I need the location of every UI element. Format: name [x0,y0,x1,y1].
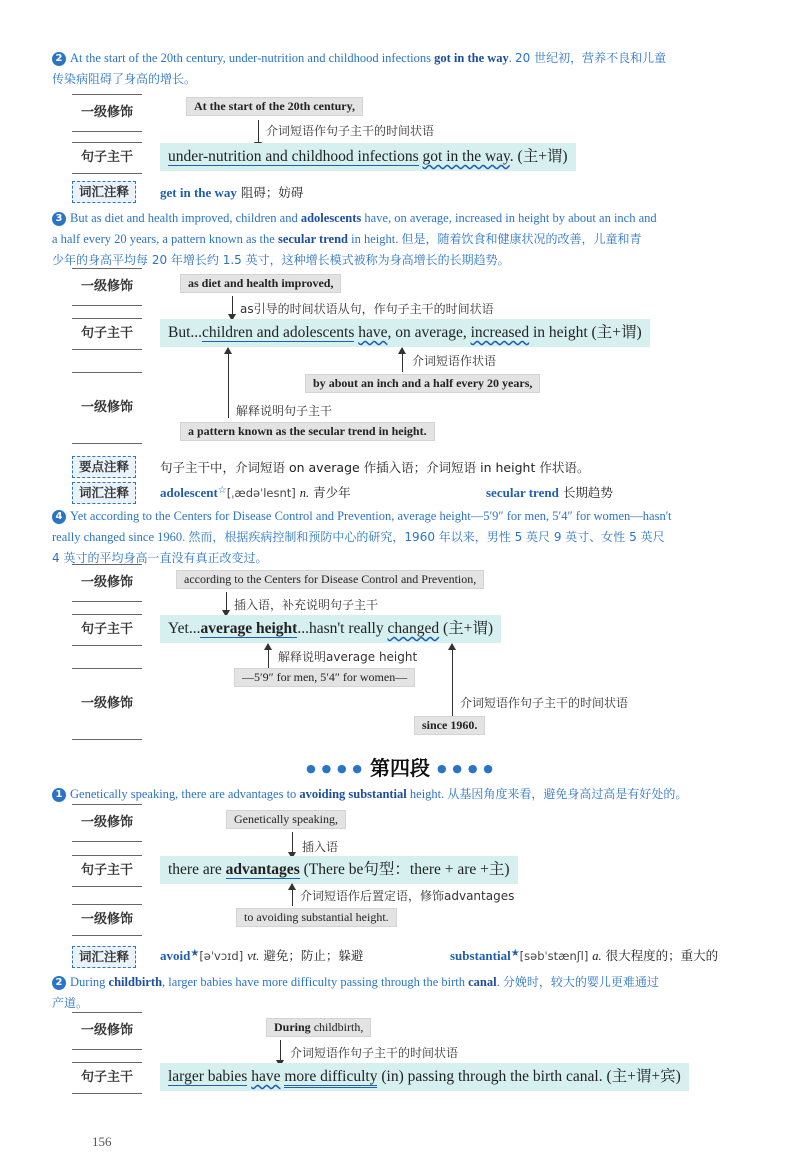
modifier-box: to avoiding substantial height. [236,908,397,927]
arrow [292,884,293,906]
label-trunk: 句子主干 [72,614,142,646]
annotation-note: 介词短语作句子主干的时间状语 [460,696,629,710]
arrow [452,644,453,716]
label-level1: 一级修饰 [72,564,142,602]
vocab-tag: 词汇注释 [72,181,136,203]
arrow [268,644,269,668]
annotation-note: as引导的时间状语从句，作句子主干的时间状语 [240,302,494,316]
label-level1: 一级修饰 [72,904,142,936]
key-points-tag: 要点注释 [72,456,136,478]
label-level1: 一级修饰 [72,372,142,444]
paragraph-3: 4 Yet according to the Centers for Disease Control and Prevention, average height—5′9″ for men, 5′4″ for women—hasn't really changed since 1960. 然而，根据疾病控制和预防中心的研究，1960 年以来，男性 5 英尺 9 英寸、女性 5 英尺 4 英寸的平均身高一直没有真正改变过。 [52,509,672,565]
label-trunk: 句子主干 [72,1062,142,1094]
paragraph-1: 2 At the start of the 20th century, under-nutrition and childhood infections got in the way. 20 世纪初，营养不良和儿童 传染病阻碍了身高的增长。 [52,51,667,86]
modifier-box: since 1960. [414,716,485,735]
sentence-trunk: there are advantages (There be句型：there + are +主) [160,856,518,884]
vocab-entry: secular trend 长期趋势 [486,485,613,500]
sentence-trunk: Yet...average height...hasn't really changed (主+谓) [160,615,501,643]
modifier-box: —5′9″ for men, 5′4″ for women— [234,668,415,687]
vocab-tag: 词汇注释 [72,946,136,968]
annotation-note: 解释说明句子主干 [236,404,333,418]
vocab-entry: adolescent☆[ˌædəˈlesnt] n. 青少年 [160,485,351,500]
arrow [228,348,229,418]
label-trunk: 句子主干 [72,142,142,174]
annotation-note: 介词短语作句子主干的时间状语 [290,1046,459,1060]
arrow [226,592,227,616]
arrow [402,348,403,372]
sentence-number: 2 [52,52,66,66]
label-level1: 一级修饰 [72,1012,142,1050]
paragraph-2: 3 But as diet and health improved, children and adolescents have, on average, increased in height by about an inch and a half every 20 years, a pattern known as the secular trend in height. 但是，随着饮食和健康状况的改善，儿童和青 少年的身高平均每 20 年增长约 1.5 英寸，这种增长模式被称为身高增长的长期趋势。 [52,211,657,267]
arrow [292,832,293,858]
vocab-entry: substantial★[səbˈstænʃl] a. 很大程度的；重大的 [450,948,719,963]
annotation-note: 介词短语作状语 [412,354,497,368]
annotation-note: 介词短语作后置定语，修饰advantages [300,889,515,903]
modifier-box: by about an inch and a half every 20 years, [305,374,540,393]
sentence-trunk: But...children and adolescents have, on average, increased in height (主+谓) [160,319,650,347]
modifier-box: During childbirth, [266,1018,371,1037]
label-level1: 一级修饰 [72,268,142,306]
modifier-box: according to the Centers for Disease Control and Prevention, [176,570,484,589]
key-points-text: 句子主干中，介词短语 on average 作插入语；介词短语 in height 作状语。 [160,460,590,475]
label-trunk: 句子主干 [72,318,142,350]
vocab-entry: get in the way 阻碍；妨碍 [160,185,304,200]
arrow [232,296,233,320]
vocab-tag: 词汇注释 [72,482,136,504]
modifier-box: a pattern known as the secular trend in height. [180,422,435,441]
annotation-note: 插入语，补充说明句子主干 [234,598,379,612]
sentence-trunk: under-nutrition and childhood infections got in the way. (主+谓) [160,143,576,171]
annotation-note: 解释说明average height [278,650,418,664]
paragraph-4: 1 Genetically speaking, there are advantages to avoiding substantial height. 从基因角度来看，避免身高过高是有好处的。 [52,784,764,805]
modifier-box: At the start of the 20th century, [186,97,363,116]
section-heading: ● ● ● ● 第四段 ● ● ● ● [306,756,494,780]
modifier-box: as diet and health improved, [180,274,341,293]
label-level1: 一级修饰 [72,668,142,740]
page-number: 156 [92,1134,112,1149]
label-trunk: 句子主干 [72,855,142,887]
sentence-trunk: larger babies have more difficulty (in) passing through the birth canal. (主+谓+宾) [160,1063,689,1091]
paragraph-5: 2 During childbirth, larger babies have more difficulty passing through the birth canal. 分娩时，较大的婴儿更难通过 产道。 [52,975,659,1010]
vocab-entry: avoid★[əˈvɔɪd] vt. 避免；防止；躲避 [160,948,364,963]
modifier-box: Genetically speaking, [226,810,346,829]
annotation-note: 介词短语作句子主干的时间状语 [266,124,435,138]
label-level1: 一级修饰 [72,94,142,132]
annotation-note: 插入语 [302,840,339,854]
label-level1: 一级修饰 [72,804,142,842]
